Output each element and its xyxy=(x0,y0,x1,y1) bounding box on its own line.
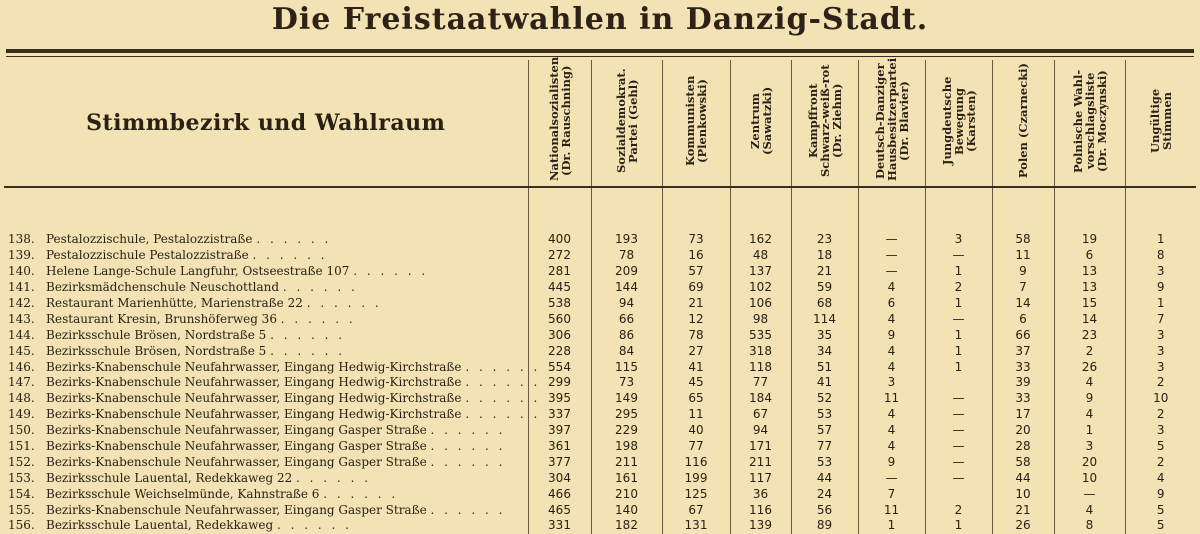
vote-count-cell: 466 xyxy=(528,486,591,502)
polling-place: Bezirksschule Lauental, Redekkaweg . . . . . . xyxy=(46,518,352,533)
polling-place: Bezirks-Knabenschule Neufahrwasser, Eingang Gasper Straße . . . . . . xyxy=(46,502,506,517)
district-number: 147. xyxy=(8,375,35,390)
polling-place: Bezirks-Knabenschule Neufahrwasser, Eingang Hedwig-Kirchstraße . . . . . . xyxy=(46,375,541,390)
polling-place: Bezirks-Knabenschule Neufahrwasser, Eingang Hedwig-Kirchstraße . . . . . . xyxy=(46,359,541,374)
polling-place: Pestalozzischule Pestalozzistraße . . . . . . xyxy=(46,248,328,263)
vote-count-cell: 117 xyxy=(730,470,791,486)
district-number: 148. xyxy=(8,391,35,406)
table-row xyxy=(4,439,1196,455)
vote-count-cell: 48 xyxy=(730,248,791,264)
district-number: 152. xyxy=(8,454,35,469)
polling-place: Pestalozzischule, Pestalozzistraße . . . . . . xyxy=(46,232,332,247)
vote-count-cell: 131 xyxy=(662,518,730,534)
table-row xyxy=(4,248,1196,264)
vote-count-cell: — xyxy=(1054,486,1125,502)
polling-place: Bezirks-Knabenschule Neufahrwasser, Eingang Gasper Straße . . . . . . xyxy=(46,423,506,438)
vote-count-cell: 23 xyxy=(1054,327,1125,343)
vote-count-cell: 20 xyxy=(992,423,1054,439)
vote-count-cell: 52 xyxy=(791,391,858,407)
table-row xyxy=(4,518,1196,534)
vote-count-cell: 36 xyxy=(730,486,791,502)
vote-count-cell: 18 xyxy=(791,248,858,264)
vote-count-cell: — xyxy=(925,470,992,486)
vote-count-cell: 161 xyxy=(591,470,662,486)
vote-count-cell: — xyxy=(858,264,925,280)
vote-count-cell: — xyxy=(925,311,992,327)
vote-count-cell: 106 xyxy=(730,296,791,312)
vote-count-cell: 53 xyxy=(791,454,858,470)
vote-count-cell: 361 xyxy=(528,439,591,455)
vote-count-cell: 306 xyxy=(528,327,591,343)
vote-count-cell: 41 xyxy=(662,359,730,375)
vote-count-cell: 5 xyxy=(1125,518,1196,534)
vote-count-cell: 116 xyxy=(662,454,730,470)
column-header-invalid: Ungültige Stimmen xyxy=(1125,60,1196,187)
vote-count-cell: 15 xyxy=(1054,296,1125,312)
polling-place: Helene Lange-Schule Langfuhr, Ostseestraße 107 . . . . . . xyxy=(46,264,429,279)
vote-count-cell: 211 xyxy=(591,454,662,470)
district-number: 151. xyxy=(8,439,35,454)
vote-count-cell: 118 xyxy=(730,359,791,375)
vote-count-cell: 1 xyxy=(1125,296,1196,312)
vote-count-cell: 98 xyxy=(730,311,791,327)
vote-count-cell: 10 xyxy=(1125,391,1196,407)
vote-count-cell: 9 xyxy=(1054,391,1125,407)
district-number: 149. xyxy=(8,407,35,422)
column-header-stimmbezirk: Stimmbezirk und Wahlraum xyxy=(86,110,446,136)
vote-count-cell: 41 xyxy=(791,375,858,391)
vote-count-cell: 20 xyxy=(1054,454,1125,470)
vote-count-cell: 6 xyxy=(858,296,925,312)
vote-count-cell: 397 xyxy=(528,423,591,439)
vote-count-cell: 57 xyxy=(791,423,858,439)
vote-count-cell: 58 xyxy=(992,454,1054,470)
vote-count-cell: 13 xyxy=(1054,264,1125,280)
vote-count-cell: 28 xyxy=(992,439,1054,455)
vote-count-cell: 7 xyxy=(992,280,1054,296)
vote-count-cell: 199 xyxy=(662,470,730,486)
column-header-party: Polnische Wahl-vorschlagsliste (Dr. Moczynski) xyxy=(1054,60,1125,187)
vote-count-cell: 198 xyxy=(591,439,662,455)
vote-count-cell: 210 xyxy=(591,486,662,502)
vote-count-cell: 2 xyxy=(1054,343,1125,359)
vote-count-cell: — xyxy=(858,232,925,248)
table-row xyxy=(4,311,1196,327)
vote-count-cell xyxy=(925,375,992,391)
vote-count-cell: 4 xyxy=(858,311,925,327)
vote-count-cell: 139 xyxy=(730,518,791,534)
title-rule-thick xyxy=(6,49,1194,53)
table-row xyxy=(4,343,1196,359)
vote-count-cell: 77 xyxy=(791,439,858,455)
vote-count-cell: 13 xyxy=(1054,280,1125,296)
vote-count-cell: 7 xyxy=(858,486,925,502)
vote-count-cell: 1 xyxy=(925,359,992,375)
vote-count-cell: 51 xyxy=(791,359,858,375)
table-row xyxy=(4,264,1196,280)
vote-count-cell: 116 xyxy=(730,502,791,518)
vote-count-cell: 23 xyxy=(791,232,858,248)
district-number: 140. xyxy=(8,264,35,279)
column-header-party: Polen (Czarnecki) xyxy=(992,60,1054,187)
table-row xyxy=(4,454,1196,470)
column-header-party: Deutsch-Danziger Hausbesitzerpartei (Dr. Blavier) xyxy=(858,60,925,187)
vote-count-cell: 57 xyxy=(662,264,730,280)
vote-count-cell: 5 xyxy=(1125,502,1196,518)
vote-count-cell: 2 xyxy=(1125,454,1196,470)
table-row xyxy=(4,327,1196,343)
vote-count-cell: 228 xyxy=(528,343,591,359)
column-header-party: Nationalsozialisten (Dr. Rauschning) xyxy=(528,60,591,187)
district-number: 154. xyxy=(8,486,35,501)
district-number: 142. xyxy=(8,296,35,310)
polling-place: Restaurant Kresin, Brunshöferweg 36 . . . . . . xyxy=(46,311,356,326)
vote-count-cell: 1 xyxy=(1054,423,1125,439)
vote-count-cell: 58 xyxy=(992,232,1054,248)
vote-count-cell: 40 xyxy=(662,423,730,439)
vote-count-cell: 39 xyxy=(992,375,1054,391)
column-header-party: Kampffront Schwarz-weiß-rot (Dr. Ziehm) xyxy=(791,60,858,187)
vote-count-cell: 45 xyxy=(662,375,730,391)
vote-count-cell: 5 xyxy=(1125,439,1196,455)
vote-count-cell: 4 xyxy=(858,439,925,455)
vote-count-cell: 193 xyxy=(591,232,662,248)
vote-count-cell: 184 xyxy=(730,391,791,407)
vote-count-cell: 149 xyxy=(591,391,662,407)
vote-count-cell: 465 xyxy=(528,502,591,518)
vote-count-cell: 14 xyxy=(992,296,1054,312)
vote-count-cell: 84 xyxy=(591,343,662,359)
vote-count-cell: 68 xyxy=(791,296,858,312)
vote-count-cell: 2 xyxy=(925,280,992,296)
vote-count-cell: 21 xyxy=(992,502,1054,518)
vote-count-cell: 281 xyxy=(528,264,591,280)
vote-count-cell: 4 xyxy=(1054,407,1125,423)
vote-count-cell: 538 xyxy=(528,296,591,312)
district-number: 144. xyxy=(8,327,35,342)
polling-place: Bezirksschule Weichselmünde, Kahnstraße 6 . . . . . . xyxy=(46,486,399,501)
vote-count-cell: 11 xyxy=(858,391,925,407)
table-row xyxy=(4,296,1196,312)
column-header-party: Kommunisten (Plenkowski) xyxy=(662,60,730,187)
vote-count-cell: 10 xyxy=(1054,470,1125,486)
polling-place: Restaurant Marienhütte, Marienstraße 22 . . . . . . xyxy=(46,296,382,310)
polling-place: Bezirks-Knabenschule Neufahrwasser, Eingang Gasper Straße . . . . . . xyxy=(46,439,506,454)
vote-count-cell: — xyxy=(925,407,992,423)
vote-count-cell: 9 xyxy=(992,264,1054,280)
vote-count-cell: 295 xyxy=(591,407,662,423)
vote-count-cell: 9 xyxy=(1125,280,1196,296)
vote-count-cell: 11 xyxy=(662,407,730,423)
polling-place: Bezirks-Knabenschule Neufahrwasser, Eingang Hedwig-Kirchstraße . . . . . . xyxy=(46,391,541,406)
vote-count-cell: 3 xyxy=(1125,264,1196,280)
title-rule-thin xyxy=(6,56,1194,57)
vote-count-cell: 400 xyxy=(528,232,591,248)
table-row xyxy=(4,375,1196,391)
vote-count-cell: 78 xyxy=(662,327,730,343)
vote-count-cell: 59 xyxy=(791,280,858,296)
vote-count-cell: 77 xyxy=(662,439,730,455)
polling-place: Bezirks-Knabenschule Neufahrwasser, Eingang Gasper Straße . . . . . . xyxy=(46,454,506,469)
vote-count-cell: 27 xyxy=(662,343,730,359)
vote-count-cell: 318 xyxy=(730,343,791,359)
polling-place: Bezirksmädchenschule Neuschottland . . . . . . xyxy=(46,280,358,295)
vote-count-cell: 229 xyxy=(591,423,662,439)
vote-count-cell: 1 xyxy=(925,343,992,359)
vote-count-cell: 66 xyxy=(992,327,1054,343)
vote-count-cell: 16 xyxy=(662,248,730,264)
vote-count-cell: 17 xyxy=(992,407,1054,423)
vote-count-cell: 445 xyxy=(528,280,591,296)
page-title: Die Freistaatwahlen in Danzig-Stadt. xyxy=(271,2,929,37)
vote-count-cell: 21 xyxy=(791,264,858,280)
vote-count-cell: 94 xyxy=(591,296,662,312)
vote-count-cell: 4 xyxy=(1054,375,1125,391)
vote-count-cell: 115 xyxy=(591,359,662,375)
vote-count-cell: 11 xyxy=(992,248,1054,264)
table-row xyxy=(4,423,1196,439)
column-header-party: Jungdeutsche Bewegung (Karsten) xyxy=(925,60,992,187)
vote-count-cell: 67 xyxy=(662,502,730,518)
vote-count-cell: 3 xyxy=(925,232,992,248)
vote-count-cell: — xyxy=(925,439,992,455)
vote-count-cell: 21 xyxy=(662,296,730,312)
table-row xyxy=(4,280,1196,296)
vote-count-cell: 337 xyxy=(528,407,591,423)
table-row xyxy=(4,359,1196,375)
vote-count-cell: 535 xyxy=(730,327,791,343)
vote-count-cell: 19 xyxy=(1054,232,1125,248)
district-number: 139. xyxy=(8,248,35,263)
vote-count-cell: 1 xyxy=(858,518,925,534)
vote-count-cell: 377 xyxy=(528,454,591,470)
vote-count-cell: 73 xyxy=(591,375,662,391)
vote-count-cell: 304 xyxy=(528,470,591,486)
vote-count-cell: 53 xyxy=(791,407,858,423)
vote-count-cell: 35 xyxy=(791,327,858,343)
vote-count-cell: 89 xyxy=(791,518,858,534)
district-number: 156. xyxy=(8,518,35,533)
vote-count-cell: 209 xyxy=(591,264,662,280)
vote-count-cell: 1 xyxy=(925,518,992,534)
vote-count-cell: 137 xyxy=(730,264,791,280)
vote-count-cell: 77 xyxy=(730,375,791,391)
vote-count-cell: 37 xyxy=(992,343,1054,359)
vote-count-cell: 24 xyxy=(791,486,858,502)
vote-count-cell: 6 xyxy=(1054,248,1125,264)
vote-count-cell: 67 xyxy=(730,407,791,423)
polling-place: Bezirksschule Brösen, Nordstraße 5 . . . . . . xyxy=(46,343,346,358)
vote-count-cell: 114 xyxy=(791,311,858,327)
vote-count-cell: 11 xyxy=(858,502,925,518)
vote-count-cell: 65 xyxy=(662,391,730,407)
vote-count-cell: — xyxy=(925,454,992,470)
vote-count-cell: 3 xyxy=(1125,423,1196,439)
vote-count-cell: 73 xyxy=(662,232,730,248)
table-row xyxy=(4,407,1196,423)
district-number: 145. xyxy=(8,343,35,358)
vote-count-cell: 4 xyxy=(858,407,925,423)
vote-count-cell: — xyxy=(858,248,925,264)
vote-count-cell: 182 xyxy=(591,518,662,534)
vote-count-cell: 4 xyxy=(858,280,925,296)
vote-count-cell xyxy=(925,486,992,502)
vote-count-cell: 3 xyxy=(1125,343,1196,359)
vote-count-cell: 2 xyxy=(925,502,992,518)
vote-count-cell: 94 xyxy=(730,423,791,439)
vote-count-cell: 6 xyxy=(992,311,1054,327)
table-row xyxy=(4,486,1196,502)
vote-count-cell: 140 xyxy=(591,502,662,518)
column-header-party: Zentrum (Sawatzki) xyxy=(730,60,791,187)
vote-count-cell: 78 xyxy=(591,248,662,264)
results-table xyxy=(4,56,1196,534)
vote-count-cell: 102 xyxy=(730,280,791,296)
vote-count-cell: 8 xyxy=(1054,518,1125,534)
vote-count-cell: — xyxy=(925,248,992,264)
vote-count-cell: 44 xyxy=(992,470,1054,486)
table-row xyxy=(4,232,1196,248)
district-number: 143. xyxy=(8,311,35,326)
vote-count-cell: 125 xyxy=(662,486,730,502)
polling-place: Bezirksschule Lauental, Redekkaweg 22 . . . . . . xyxy=(46,470,372,485)
vote-count-cell: 9 xyxy=(1125,486,1196,502)
vote-count-cell: 86 xyxy=(591,327,662,343)
column-header-party: Sozialdemokrat. Partei (Gehl) xyxy=(591,60,662,187)
vote-count-cell: 14 xyxy=(1054,311,1125,327)
vote-count-cell: 3 xyxy=(1054,439,1125,455)
vote-count-cell: 1 xyxy=(925,264,992,280)
spacer-row xyxy=(4,187,1196,232)
vote-count-cell: 3 xyxy=(858,375,925,391)
vote-count-cell: 4 xyxy=(858,423,925,439)
vote-count-cell: 2 xyxy=(1125,375,1196,391)
vote-count-cell: 560 xyxy=(528,311,591,327)
vote-count-cell: 9 xyxy=(858,327,925,343)
vote-count-cell: 554 xyxy=(528,359,591,375)
vote-count-cell: 26 xyxy=(992,518,1054,534)
district-number: 146. xyxy=(8,359,35,374)
table-row xyxy=(4,470,1196,486)
vote-count-cell: 44 xyxy=(791,470,858,486)
vote-count-cell: 33 xyxy=(992,359,1054,375)
vote-count-cell: 8 xyxy=(1125,248,1196,264)
vote-count-cell: 56 xyxy=(791,502,858,518)
vote-count-cell: 1 xyxy=(925,296,992,312)
vote-count-cell: 1 xyxy=(1125,232,1196,248)
vote-count-cell: 66 xyxy=(591,311,662,327)
vote-count-cell: 395 xyxy=(528,391,591,407)
vote-count-cell: 3 xyxy=(1125,359,1196,375)
vote-count-cell: 12 xyxy=(662,311,730,327)
district-number: 141. xyxy=(8,280,35,295)
header-row xyxy=(4,60,1196,187)
table-row xyxy=(4,391,1196,407)
vote-count-cell: 331 xyxy=(528,518,591,534)
vote-count-cell: 211 xyxy=(730,454,791,470)
vote-count-cell: 7 xyxy=(1125,311,1196,327)
vote-count-cell: 272 xyxy=(528,248,591,264)
district-number: 155. xyxy=(8,502,35,517)
polling-place: Bezirks-Knabenschule Neufahrwasser, Eingang Hedwig-Kirchstraße . . . . . . xyxy=(46,407,541,422)
vote-count-cell: 9 xyxy=(858,454,925,470)
vote-count-cell: 3 xyxy=(1125,327,1196,343)
vote-count-cell: — xyxy=(925,423,992,439)
table-row xyxy=(4,502,1196,518)
vote-count-cell: — xyxy=(925,391,992,407)
vote-count-cell: 1 xyxy=(925,327,992,343)
vote-count-cell: 299 xyxy=(528,375,591,391)
district-number: 153. xyxy=(8,470,35,485)
vote-count-cell: 4 xyxy=(1125,470,1196,486)
vote-count-cell: 69 xyxy=(662,280,730,296)
vote-count-cell: 4 xyxy=(1054,502,1125,518)
vote-count-cell: 4 xyxy=(858,343,925,359)
polling-place: Bezirksschule Brösen, Nordstraße 5 . . . . . . xyxy=(46,327,346,342)
vote-count-cell: 4 xyxy=(858,359,925,375)
vote-count-cell: — xyxy=(858,470,925,486)
district-number: 150. xyxy=(8,423,35,438)
vote-count-cell: 162 xyxy=(730,232,791,248)
vote-count-cell: 34 xyxy=(791,343,858,359)
vote-count-cell: 33 xyxy=(992,391,1054,407)
vote-count-cell: 171 xyxy=(730,439,791,455)
vote-count-cell: 26 xyxy=(1054,359,1125,375)
vote-count-cell: 10 xyxy=(992,486,1054,502)
vote-count-cell: 144 xyxy=(591,280,662,296)
district-number: 138. xyxy=(8,232,35,247)
vote-count-cell: 2 xyxy=(1125,407,1196,423)
